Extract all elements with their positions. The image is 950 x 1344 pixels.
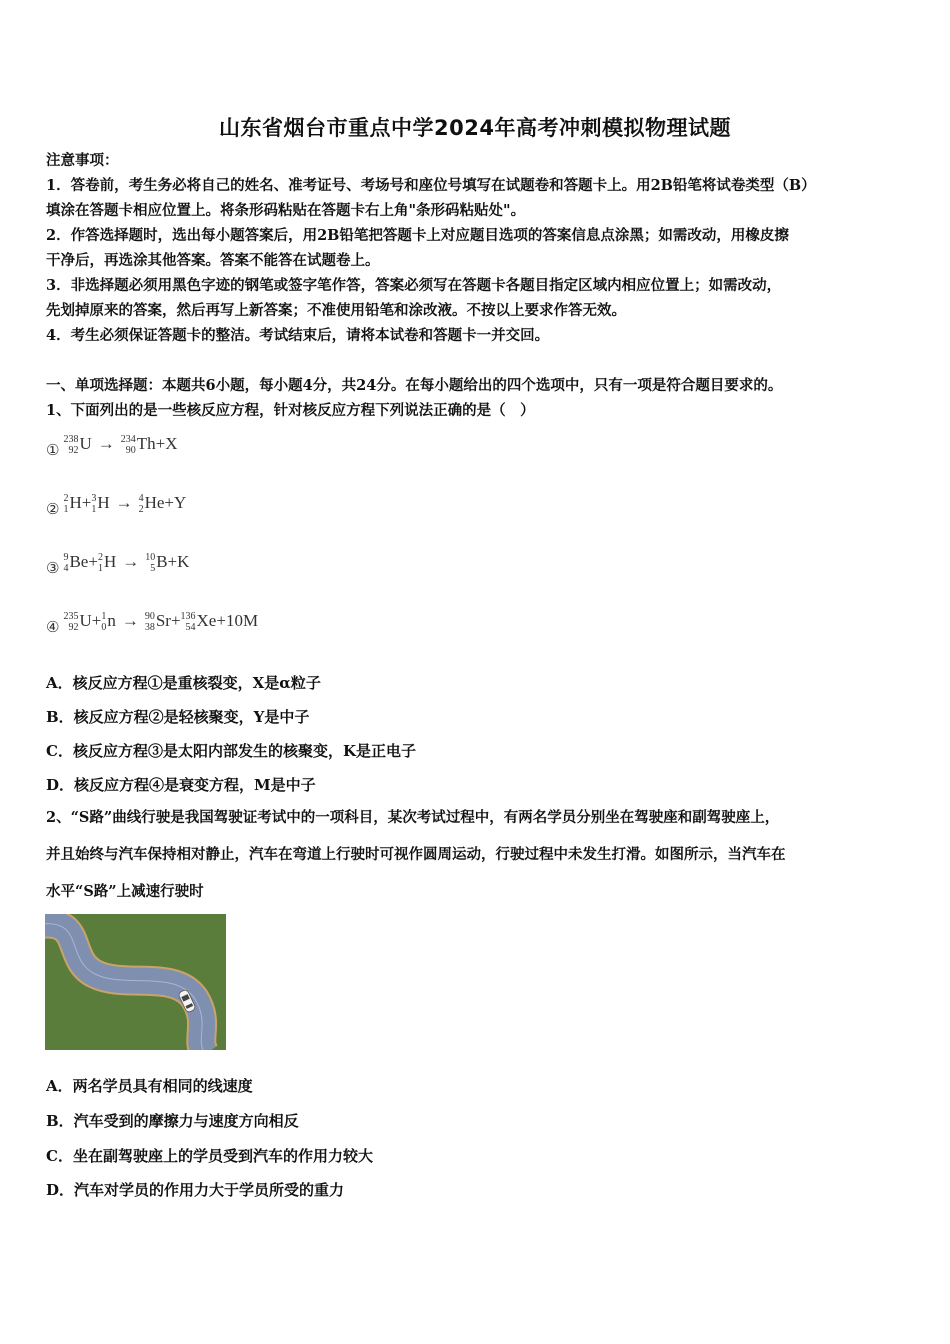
reaction-arrow: → bbox=[122, 552, 140, 571]
nuclide bbox=[145, 552, 189, 574]
mass-number: 235 bbox=[63, 611, 79, 623]
notice-line: 1．答卷前，考生务必将自己的姓名、准考证号、考场号和座位号填写在试题卷和答题卡上。用2B铅笔将试卷类型（B） bbox=[46, 177, 816, 194]
equation-number: ④ bbox=[46, 618, 60, 636]
mass-number: 90 bbox=[144, 611, 155, 623]
q1-option-c: C．核反应方程③是太阳内部发生的核聚变，K是正电子 bbox=[46, 742, 416, 760]
charge-number: 38 bbox=[144, 622, 155, 634]
mass-number: 1 bbox=[101, 611, 107, 623]
mass-number: 2 bbox=[63, 493, 69, 505]
q1-option-a: A．核反应方程①是重核裂变，X是α粒子 bbox=[46, 674, 321, 692]
nuclide bbox=[63, 611, 101, 633]
question-2-stem: 水平“S路”上减速行驶时 bbox=[46, 883, 204, 900]
nuclide bbox=[63, 434, 91, 456]
notice-line: 先划掉原来的答案，然后再写上新答案；不准使用铅笔和涂改液。不按以上要求作答无效。 bbox=[46, 302, 626, 319]
nuclide bbox=[139, 493, 187, 515]
equation-number: ② bbox=[46, 500, 60, 518]
mass-number: 9 bbox=[63, 552, 69, 564]
mass-number: 2 bbox=[97, 552, 103, 564]
element-symbol: Be+ bbox=[69, 552, 98, 571]
element-symbol: Sr+ bbox=[155, 611, 181, 630]
equation-2 bbox=[46, 493, 187, 518]
charge-number: 92 bbox=[68, 622, 79, 634]
element-symbol: H+ bbox=[69, 493, 92, 512]
charge-number: 4 bbox=[63, 563, 69, 575]
charge-number: 1 bbox=[97, 563, 103, 575]
element-symbol: U bbox=[79, 434, 92, 453]
element-symbol: Xe+10M bbox=[196, 611, 259, 630]
mass-number: 4 bbox=[138, 493, 144, 505]
mass-number: 10 bbox=[145, 552, 156, 564]
section-heading: 一、单项选择题：本题共6小题，每小题4分，共24分。在每小题给出的四个选项中，只有一项是符合题目要求的。 bbox=[46, 377, 783, 394]
charge-number: 90 bbox=[125, 445, 136, 457]
notice-line: 干净后，再选涂其他答案。答案不能答在试题卷上。 bbox=[46, 252, 380, 269]
nuclide bbox=[63, 552, 97, 574]
equation-number: ③ bbox=[46, 559, 60, 577]
reaction-arrow: → bbox=[121, 611, 139, 630]
mass-number: 238 bbox=[63, 434, 79, 446]
reaction-arrow: → bbox=[97, 434, 115, 453]
question-1-stem: 1、下面列出的是一些核反应方程，针对核反应方程下列说法正确的是（ ） bbox=[46, 402, 535, 419]
nuclide bbox=[101, 611, 116, 633]
nuclide bbox=[63, 493, 91, 515]
charge-number: 0 bbox=[101, 622, 107, 634]
element-symbol: H bbox=[97, 493, 110, 512]
element-symbol: H bbox=[103, 552, 117, 571]
charge-number: 2 bbox=[138, 504, 144, 516]
nuclide bbox=[181, 611, 259, 633]
question-2-stem: 并且始终与汽车保持相对静止，汽车在弯道上行驶时可视作圆周运动，行驶过程中未发生打滑。如图所示，当汽车在 bbox=[46, 846, 786, 863]
notice-line: 2．作答选择题时，选出每小题答案后，用2B铅笔把答题卡上对应题目选项的答案信息点涂黑；如需改动，用橡皮擦 bbox=[46, 227, 789, 244]
notice-line: 4．考生必须保证答题卡的整洁。考试结束后，请将本试卷和答题卡一并交回。 bbox=[46, 327, 550, 344]
reaction-arrow: → bbox=[115, 493, 133, 512]
q2-option-c: C．坐在副驾驶座上的学员受到汽车的作用力较大 bbox=[46, 1147, 373, 1165]
charge-number: 1 bbox=[63, 504, 69, 516]
q2-option-a: A．两名学员具有相同的线速度 bbox=[46, 1077, 253, 1095]
notice-line: 填涂在答题卡相应位置上。将条形码粘贴在答题卡右上角"条形码粘贴处"。 bbox=[46, 202, 526, 219]
notice-line: 3．非选择题必须用黑色字迹的钢笔或签字笔作答，答案必须写在答题卡各题目指定区域内相应位置上；如需改动， bbox=[46, 277, 782, 294]
nuclide bbox=[145, 611, 181, 633]
element-symbol: Th+X bbox=[136, 434, 178, 453]
equation-4 bbox=[46, 611, 259, 636]
nuclide bbox=[91, 493, 109, 515]
element-symbol: n bbox=[107, 611, 116, 630]
charge-number: 92 bbox=[68, 445, 79, 457]
charge-number: 1 bbox=[91, 504, 97, 516]
question-2-stem: 2、“S路”曲线行驶是我国驾驶证考试中的一项科目，某次考试过程中，有两名学员分别坐在驾驶座和副驾驶座上， bbox=[46, 809, 780, 826]
mass-number: 136 bbox=[180, 611, 196, 623]
q2-option-d: D．汽车对学员的作用力大于学员所受的重力 bbox=[46, 1181, 345, 1199]
page-title: 山东省烟台市重点中学2024年高考冲刺模拟物理试题 bbox=[219, 116, 731, 140]
mass-number: 234 bbox=[120, 434, 136, 446]
equation-3 bbox=[46, 552, 190, 577]
charge-number: 5 bbox=[150, 563, 156, 575]
s-road-figure bbox=[45, 914, 226, 1050]
nuclide bbox=[121, 434, 178, 456]
equation-1 bbox=[46, 434, 178, 459]
mass-number: 3 bbox=[91, 493, 97, 505]
notice-heading: 注意事项： bbox=[46, 152, 119, 169]
element-symbol: U+ bbox=[79, 611, 102, 630]
element-symbol: He+Y bbox=[144, 493, 187, 512]
charge-number: 54 bbox=[185, 622, 196, 634]
q2-option-b: B．汽车受到的摩擦力与速度方向相反 bbox=[46, 1112, 299, 1130]
equation-number: ① bbox=[46, 441, 60, 459]
element-symbol: B+K bbox=[156, 552, 190, 571]
q1-option-d: D．核反应方程④是衰变方程，M是中子 bbox=[46, 776, 316, 794]
nuclide bbox=[98, 552, 116, 574]
q1-option-b: B．核反应方程②是轻核聚变，Y是中子 bbox=[46, 708, 310, 726]
